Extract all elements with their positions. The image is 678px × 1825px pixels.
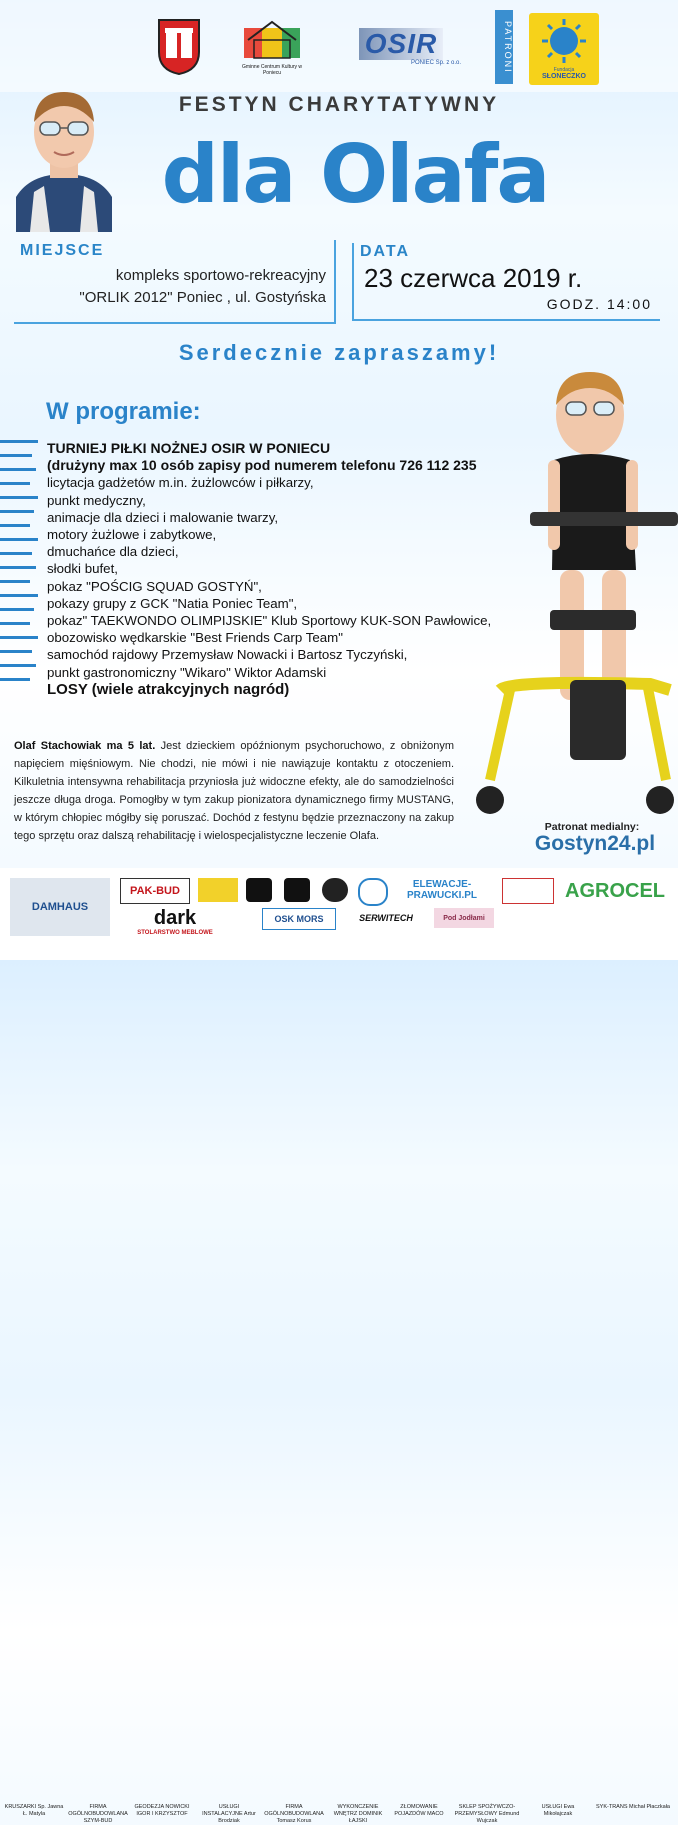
place-line-2: "ORLIK 2012" Poniec , ul. Gostyńska <box>79 289 326 306</box>
oskmors-logo-text: OSK MORS <box>274 914 324 924</box>
sponsor-footer-text: SKLEP SPOŻYWCZO-PRZEMYSŁOWY Edmund Wujczak <box>454 1804 520 1824</box>
date-value: 23 czerwca 2019 r. <box>364 263 583 293</box>
sloneczko-top-text: Fundacja <box>553 67 575 73</box>
sponsor-badge <box>246 878 272 902</box>
sponsor-footer-text: SYK-TRANS Michał Płaczkała <box>596 1804 670 1810</box>
media-patron-label: Patronat medialny: <box>544 821 640 833</box>
program-item: obozowisko wędkarskie "Best Friends Carp Team" <box>47 630 343 646</box>
program-item: pokazy grupy z GCK "Natia Poniec Team", <box>47 595 298 611</box>
date-label: DATA <box>360 243 411 260</box>
sponsors-bar <box>0 868 678 1824</box>
sponsor-footer-text: WYKONCZENIE WNĘTRZ DOMINIK ŁAJSKI <box>333 1804 383 1824</box>
program-item: dmuchańce dla dzieci, <box>47 544 179 560</box>
sloneczko-foundation-logo <box>529 13 599 85</box>
dark-logo-text: dark <box>153 906 197 929</box>
damhaus-logo <box>10 878 110 936</box>
oskmors-logo <box>262 908 336 930</box>
program-item: pokaz" TAEKWONDO OLIMPIJSKIE" Klub Sportowy KUK-SON Pawłowice, <box>47 613 492 629</box>
sponsor-badge <box>322 878 348 902</box>
rewbud-logo <box>198 878 238 902</box>
osir-logo-subtext: PONIEC Sp. z o.o. <box>410 60 461 66</box>
stripe <box>0 496 38 499</box>
dark-logo <box>120 906 230 936</box>
sponsor-footer-text: ZŁOMOWANIE POJAZDÓW MACO <box>394 1804 444 1817</box>
serwitech-logo-text: SERWITECH <box>359 913 413 923</box>
sponsor-footer-text: FIRMA OGÓLNOBUDOWLANA SZYM-BUD <box>68 1804 128 1824</box>
stripe <box>0 440 38 443</box>
event-title: dla Olafa <box>161 128 549 221</box>
program-item: punkt medyczny, <box>47 492 146 508</box>
event-subtitle: FESTYN CHARYTATYWNY <box>178 93 500 116</box>
story-body: Jest dzieckiem opóźnionym psychoruchowo, z obniżonym napięciem mięśniowym. Nie chodzi, nie mówi i nie nawiązuje kontaktu z otoczeniem. Kilkuletnia intensywna rehabilitacja przyniosła już widoczne efekty, ale do samodzielności jeszcze długa droga. Pomogłby w tym zakup pionizatora dynamicznego firmy MUSTANG, w którym chłopiec mógłby się poruszać. Dochód z festynu będzie przeznaczony na zakup tego sprzętu oraz dalszą rehabilitację i wielospecjalistyczne leczenie Olafa. <box>14 740 454 842</box>
program-item: słodki bufet, <box>47 561 118 577</box>
sponsor-footer-text: USŁUGI INSTALACYJNE Artur Brodziak <box>202 1804 256 1824</box>
program-item: animacje dla dzieci i malowanie twarzy, <box>47 509 279 525</box>
serwitech-logo <box>346 908 426 928</box>
agrocel-logo-text: AGROCEL <box>565 879 665 902</box>
stripe <box>0 538 38 541</box>
stripe <box>0 664 36 667</box>
program-title: W programie: <box>46 398 201 425</box>
pakbud-logo-text: PAK-BUD <box>130 885 180 897</box>
stripe <box>0 468 36 471</box>
invitation-text: Serdecznie zapraszamy! <box>178 340 500 365</box>
sloneczko-text: SŁONECZKO <box>542 73 586 80</box>
date-box <box>352 243 660 321</box>
damhaus-logo-text: DAMHAUS <box>31 901 89 913</box>
program-item: pokaz "POŚCIG SQUAD GOSTYŃ", <box>47 578 262 594</box>
time-value: GODZ. 14:00 <box>546 296 652 312</box>
sponsor-badge <box>502 878 554 904</box>
sponsor-badge <box>284 878 310 902</box>
stripe <box>0 524 30 527</box>
place-label: MIEJSCE <box>20 242 105 259</box>
place-box <box>14 240 336 324</box>
stripe <box>0 636 38 639</box>
sponsor-footer-text: USŁUGI Ewa Mikołajczak <box>541 1804 575 1817</box>
dark-logo-subtext: STOLARSTWO MEBLOWE <box>137 929 213 936</box>
story-text <box>14 737 454 845</box>
gck-logo-text: Gminne Centrum Kultury w Poniecu <box>241 64 303 76</box>
stripe <box>0 622 30 625</box>
media-patron-name: Gostyn24.pl <box>534 832 656 855</box>
podjodlami-logo-text: Pod Jodłami <box>443 914 485 922</box>
poniec-coat-of-arms <box>156 14 202 80</box>
podjodlami-logo <box>434 908 494 928</box>
stripe <box>0 454 32 457</box>
osir-logo <box>341 14 461 80</box>
elewacje-logo-text: ELEWACJE-PRAWUCKI.PL <box>407 879 477 901</box>
stripe <box>0 580 30 583</box>
gck-logo <box>237 14 307 80</box>
stripe <box>0 650 32 653</box>
sponsor-footer-text: GEODEZJA NOWICKI IGOR I KRZYSZTOF <box>134 1804 190 1817</box>
story-lead: Olaf Stachowiak ma 5 lat. <box>14 740 156 752</box>
stripe <box>0 594 38 597</box>
agrocel-logo <box>560 876 670 906</box>
pakbud-logo <box>120 878 190 904</box>
stripe <box>0 566 36 569</box>
stripe <box>0 552 32 555</box>
sponsor-footer-text: KRUSZARKI Sp. Jawna Ł. Matyla <box>4 1804 64 1817</box>
place-line-1: kompleks sportowo-rekreacyjny <box>115 267 326 284</box>
sponsor-badge <box>358 878 388 906</box>
patrons-label: PATRONI <box>495 10 513 84</box>
decorative-stripes <box>0 440 40 692</box>
sponsor-footer-text: FIRMA OGÓLNOBUDOWLANA Tomasz Korus <box>264 1804 324 1824</box>
program-item: samochód rajdowy Przemysław Nowacki i Bartosz Tyczyński, <box>47 647 408 663</box>
program-item: licytacja gadżetów m.in. żużlowców i piłkarzy, <box>47 475 314 491</box>
stripe <box>0 482 30 485</box>
osir-logo-text: OSIR <box>359 28 443 60</box>
stripe <box>0 510 34 513</box>
program-item-lottery: LOSY (wiele atrakcyjnych nagród) <box>47 680 290 698</box>
elewacje-logo <box>392 876 492 904</box>
boy-in-stander-photo <box>470 360 678 820</box>
program-item: motory żużlowe i zabytkowe, <box>47 527 217 543</box>
program-item-tournament: TURNIEJ PIŁKI NOŻNEJ OSIR W PONIECU <box>47 440 331 456</box>
stripe <box>0 608 34 611</box>
program-item: punkt gastronomiczny "Wikaro" Wiktor Adamski <box>47 664 327 680</box>
program-item-signup: (drużyny max 10 osób zapisy pod numerem telefonu 726 112 235 <box>47 457 477 474</box>
stripe <box>0 678 30 681</box>
